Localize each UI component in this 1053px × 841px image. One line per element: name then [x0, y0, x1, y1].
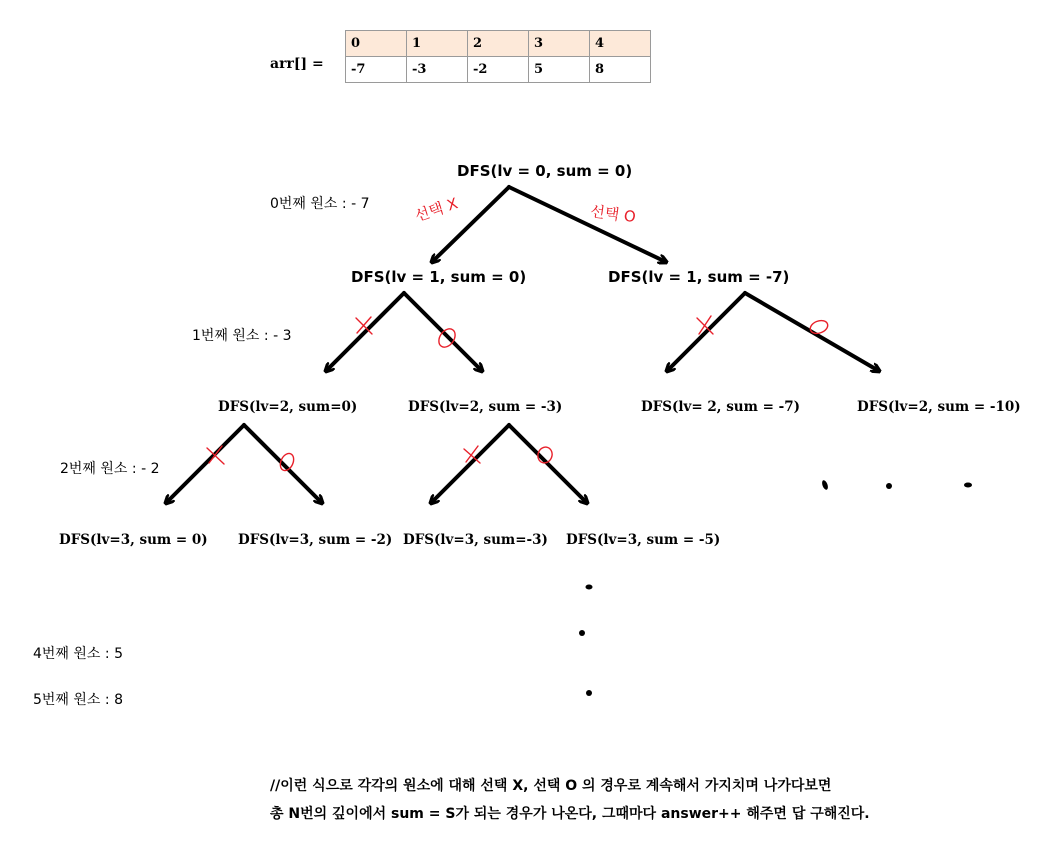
node-l2: DFS(lv= 2, sum = -7) — [641, 399, 801, 415]
array-index-cell: 3 — [529, 31, 590, 57]
handwritten-select-o: 선택 O — [589, 201, 637, 227]
node-l2: DFS(lv=2, sum=0) — [218, 399, 358, 415]
array-value-cell: 5 — [529, 57, 590, 83]
handwritten-select-x: 선택 X — [412, 194, 461, 226]
array-index-cell: 4 — [590, 31, 651, 57]
node-l3: DFS(lv=3, sum = 0) — [59, 532, 208, 548]
node-l2: DFS(lv=2, sum = -10) — [857, 399, 1021, 415]
edge-root-right — [509, 187, 666, 262]
node-l3: DFS(lv=3, sum = -5) — [566, 532, 721, 548]
node-l3: DFS(lv=3, sum=-3) — [403, 532, 548, 548]
edge-l1a-left — [326, 293, 404, 371]
element-label-0: 0번째 원소 : - 7 — [270, 196, 370, 212]
array-index-cell: 0 — [346, 31, 407, 57]
node-root: DFS(lv = 0, sum = 0) — [457, 162, 633, 180]
explanation-line-2: 총 N번의 깊이에서 sum = S가 되는 경우가 나온다, 그때마다 answer++ 해주면 답 구해진다. — [270, 806, 870, 822]
explanation-line-1: //이런 식으로 각각의 원소에 대해 선택 X, 선택 O 의 경우로 계속해서 가지치며 나가다보면 — [270, 778, 832, 794]
edge-l2a-left — [166, 425, 244, 503]
array-value-cell: -7 — [346, 57, 407, 83]
edge-l2b-right — [509, 425, 587, 503]
array-value-cell: 8 — [590, 57, 651, 83]
node-l1-right: DFS(lv = 1, sum = -7) — [608, 268, 790, 286]
node-l1-left: DFS(lv = 1, sum = 0) — [351, 268, 527, 286]
element-label-1: 1번째 원소 : - 3 — [192, 328, 292, 344]
handwritten-o-mark — [278, 451, 296, 472]
array-index-cell: 2 — [468, 31, 529, 57]
array-label: arr[] = — [270, 56, 324, 72]
edge-l2b-left — [431, 425, 509, 503]
node-l2: DFS(lv=2, sum = -3) — [408, 399, 563, 415]
array-value-cell: -2 — [468, 57, 529, 83]
node-l3: DFS(lv=3, sum = -2) — [238, 532, 393, 548]
continuation-dots — [579, 479, 972, 696]
element-label-4: 4번째 원소 : 5 — [33, 646, 123, 662]
edge-l2a-right — [244, 425, 322, 503]
element-label-2: 2번째 원소 : - 2 — [60, 461, 160, 477]
edge-l1b-left — [667, 293, 745, 371]
array-index-cell: 1 — [407, 31, 468, 57]
element-label-5: 5번째 원소 : 8 — [33, 692, 123, 708]
array-value-cell: -3 — [407, 57, 468, 83]
